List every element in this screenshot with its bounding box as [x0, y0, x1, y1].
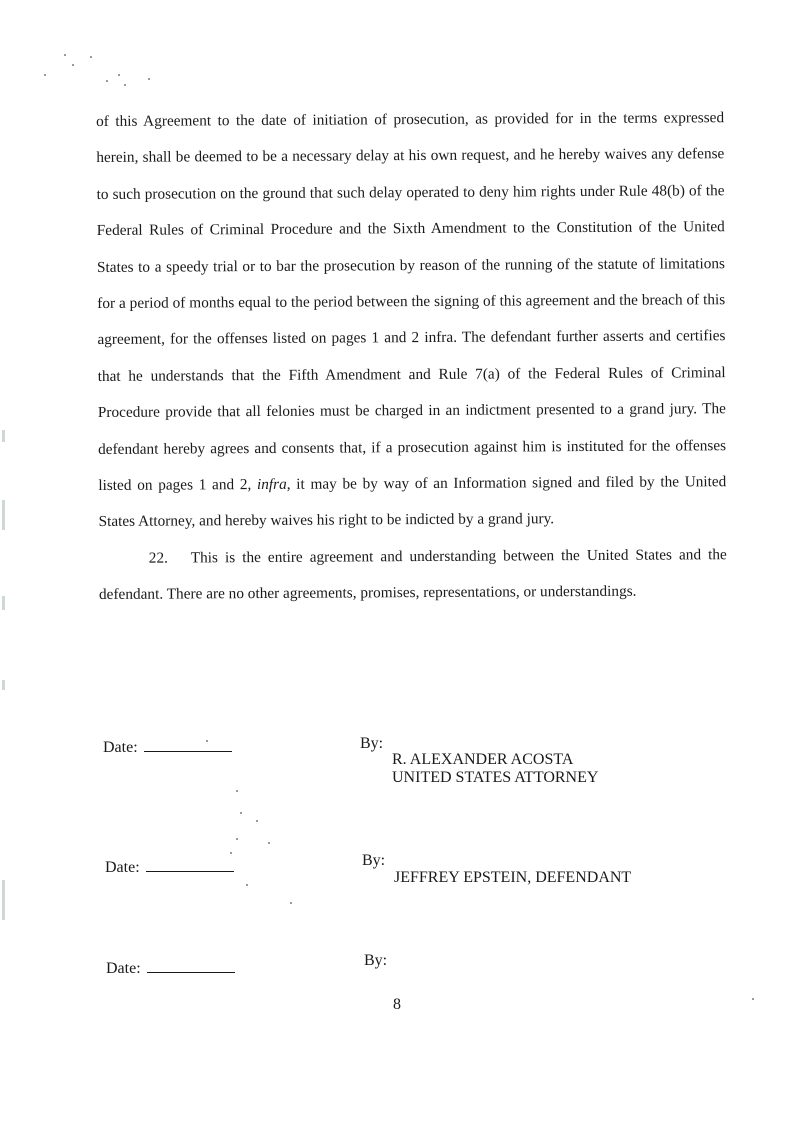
paragraph-continued-end: , it may be by way of an Information signed and filed by the United States Attorney, and hereby waives his right to be indicted by a grand jury.	[98, 473, 727, 531]
scan-speck	[124, 84, 126, 86]
infra-italic: infra	[256, 475, 287, 494]
paragraph-continued	[96, 100, 727, 541]
date-blank-line	[146, 857, 234, 872]
scan-speck	[256, 820, 258, 822]
scan-speck	[752, 998, 754, 1000]
page-number: 8	[393, 996, 401, 1013]
scan-speck	[72, 64, 74, 66]
scan-edge-mark	[2, 500, 5, 530]
signature-1-date	[103, 737, 232, 758]
signature-1-title: UNITED STATES ATTORNEY	[392, 769, 599, 786]
signature-2-by: By:	[362, 852, 386, 869]
signature-1-name: R. ALEXANDER ACOSTA	[392, 751, 574, 768]
scan-speck	[240, 812, 242, 814]
scan-speck	[44, 74, 46, 76]
scan-speck	[268, 842, 270, 844]
date-label: Date:	[103, 739, 138, 756]
paragraph-22-text: This is the entire agreement and understanding between the United States and the defendant. There are no other agreements, promises, representations, or understandings.	[98, 546, 727, 604]
scan-edge-mark	[2, 596, 5, 610]
agreement-body	[96, 100, 727, 614]
signature-1-by: By:	[360, 735, 384, 752]
scan-speck	[290, 902, 292, 904]
scan-speck	[106, 80, 108, 82]
scan-speck	[230, 852, 232, 854]
scan-speck	[236, 838, 238, 840]
signature-3-date	[106, 958, 235, 979]
scan-speck	[236, 790, 238, 792]
paragraph-continued-text: of this Agreement to the date of initiation of prosecution, as provided for in the terms expressed herein, shall be deemed to be a necessary delay at his own request, and he hereby waives any defense to such prosecution on the ground that such delay operated to deny him rights under Rule 48(b) of the Federal Rules of Criminal Procedure and the Sixth Amendment to the Constitution of the United States to a speedy trial or to bar the prosecution by reason of the running of the statute of limitations for a period of months equal to the period between the signing of this agreement and the breach of this agreement, for the offenses listed on pages 1 and 2 infra. The defendant further asserts and certifies that he understands that the Fifth Amendment and Rule 7(a) of the Federal Rules of Criminal Procedure provide that all felonies must be charged in an indictment presented to a grand jury. The defendant hereby agrees and consents that, if a prosecution against him is instituted for the offenses listed on pages 1 and 2,	[96, 109, 727, 495]
signature-3-by: By:	[364, 952, 388, 969]
scan-edge-mark	[2, 880, 5, 920]
scan-speck	[118, 74, 120, 76]
paragraph-22-number: 22.	[148, 549, 168, 567]
signature-2-name: JEFFREY EPSTEIN, DEFENDANT	[394, 869, 632, 886]
signature-2-date	[105, 857, 234, 878]
date-label: Date:	[105, 859, 140, 876]
scan-speck	[246, 884, 248, 886]
scan-speck	[206, 740, 208, 742]
paragraph-22	[99, 537, 727, 614]
scan-speck	[64, 54, 66, 56]
date-label: Date:	[106, 960, 141, 977]
scan-speck	[148, 78, 150, 80]
date-blank-line	[147, 958, 235, 973]
scan-edge-mark	[2, 430, 5, 442]
scan-speck	[90, 56, 92, 58]
date-blank-line	[144, 737, 232, 752]
scan-edge-mark	[2, 680, 5, 690]
